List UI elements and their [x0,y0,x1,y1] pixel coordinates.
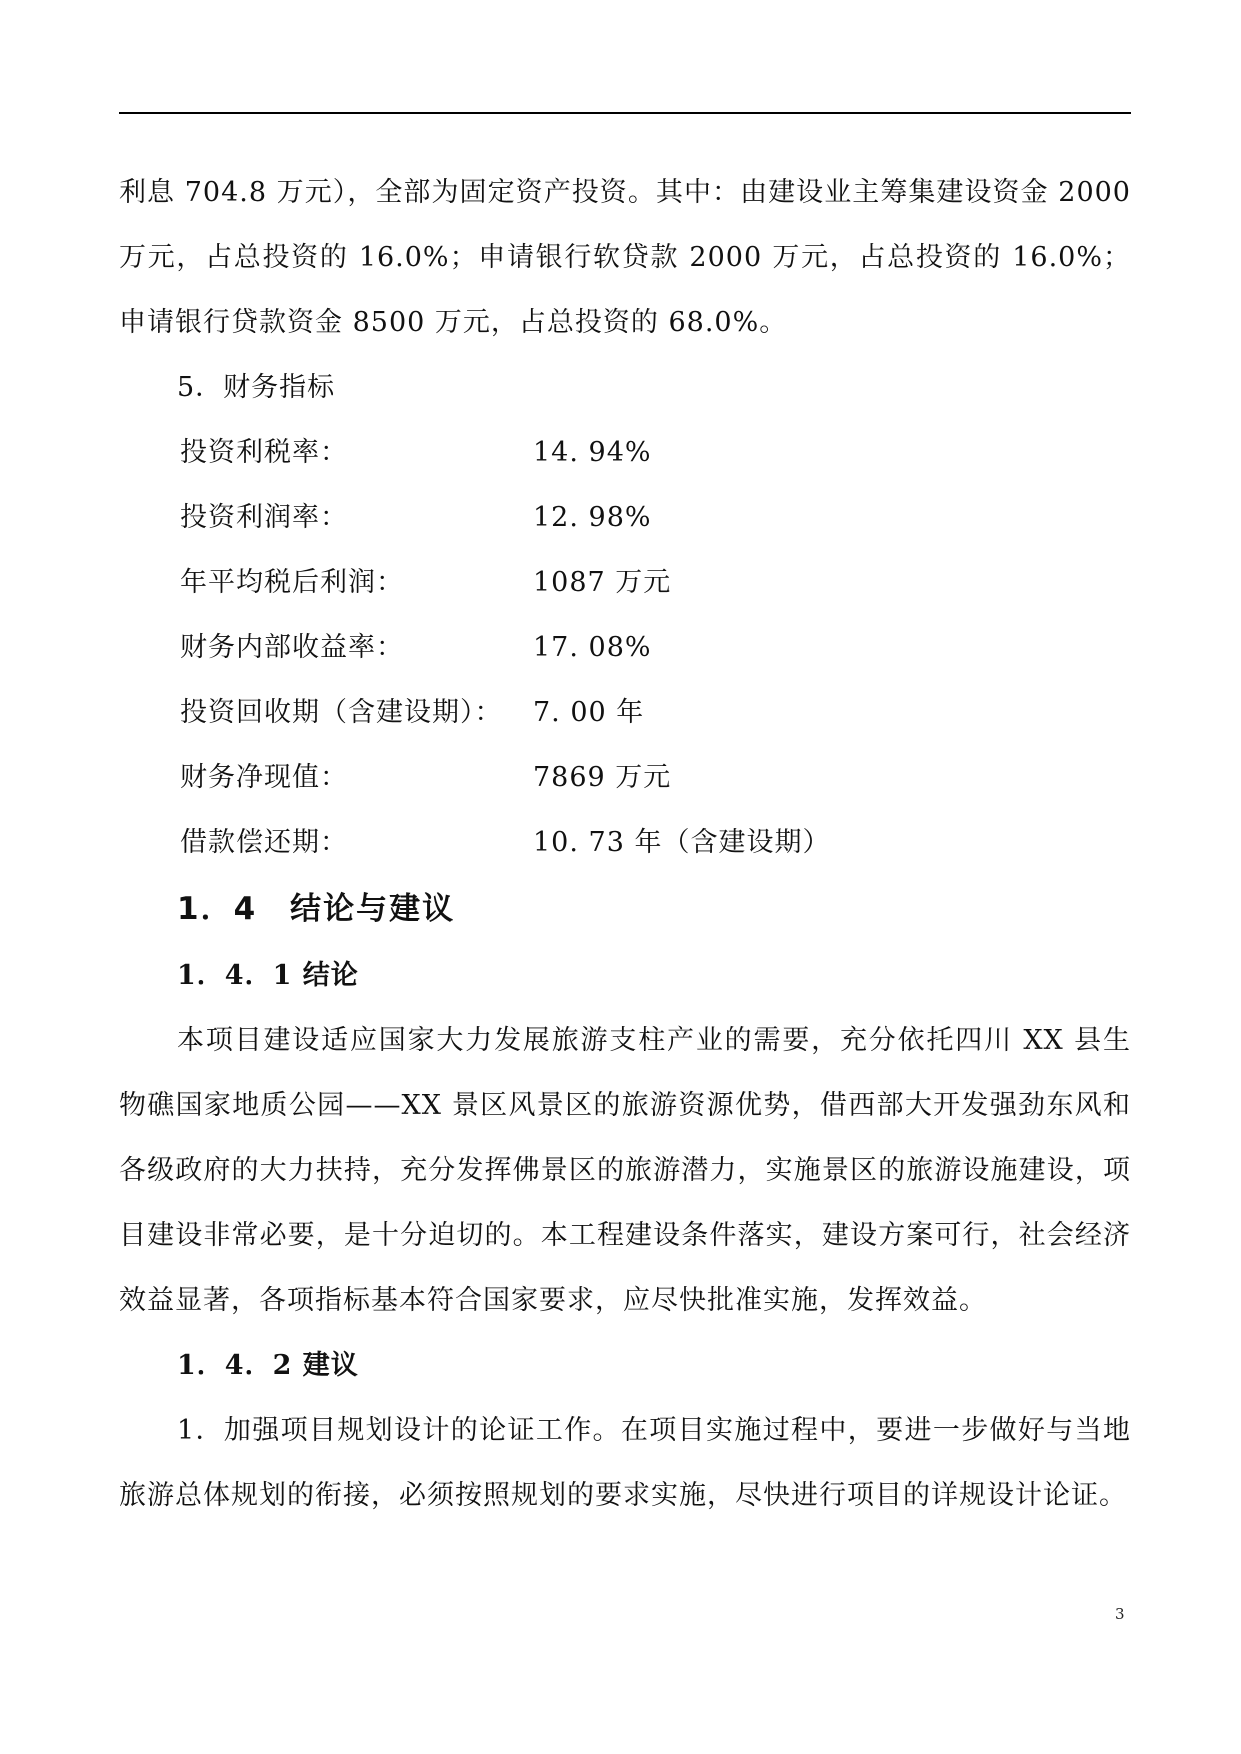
conclusion-section-heading: 1．4 结论与建议 [177,891,456,927]
metric-label: 财务内部收益率： [180,632,404,663]
metric-label: 借款偿还期： [180,827,348,858]
page-content [119,160,1131,1528]
metric-label: 投资利税率： [180,437,348,468]
metric-label: 投资回收期（含建设期）： [180,697,503,728]
metric-label: 投资利润率： [180,502,348,533]
metric-row [119,810,1131,875]
metric-row [119,485,1131,550]
conclusion-paragraph: 本项目建设适应国家大力发展旅游支柱产业的需要，充分依托四川 XX 县生物礁国家地质公园——XX 景区风景区的旅游资源优势，借西部大开发强劲东风和各级政府的大力扶持，充分发挥佛景区的旅游潜力，实施景区的旅游设施建设，项目建设非常必要，是十分迫切的。本工程建设条件落实，建设方案可行，社会经济效益显著，各项指标基本符合国家要求，应尽快批准实施，发挥效益。 [119,1025,1131,1316]
metric-value: 7869 万元 [533,762,672,793]
metric-value: 12. 98% [533,502,652,533]
metric-value: 10. 73 年（含建设期） [533,827,831,858]
metric-row [119,680,1131,745]
metric-value: 7. 00 年 [533,697,645,728]
intro-paragraph: 利息 704.8 万元），全部为固定资产投资。其中：由建设业主筹集建设资金 2000 万元，占总投资的 16.0%；申请银行软贷款 2000 万元，占总投资的 16.0%；申请银行贷款资金 8500 万元，占总投资的 68.0%。 [119,177,1131,338]
financial-section-title: 5．财务指标 [177,372,336,403]
metric-row [119,615,1131,680]
metric-label: 年平均税后利润： [180,567,404,598]
page-number: 3 [1115,1605,1125,1623]
metric-value: 1087 万元 [533,567,672,598]
suggestion-paragraph: 1．加强项目规划设计的论证工作。在项目实施过程中，要进一步做好与当地旅游总体规划的衔接，必须按照规划的要求实施，尽快进行项目的详规设计论证。 [119,1415,1131,1511]
financial-metrics-list [119,420,1131,875]
metric-label: 财务净现值： [180,762,348,793]
conclusion-heading: 1．4．1 结论 [177,960,359,991]
metric-row [119,550,1131,615]
metric-value: 14. 94% [533,437,652,468]
suggestion-heading: 1．4．2 建议 [177,1350,359,1381]
metric-row [119,420,1131,485]
metric-row [119,745,1131,810]
metric-value: 17. 08% [533,632,652,663]
header-rule [119,112,1131,114]
